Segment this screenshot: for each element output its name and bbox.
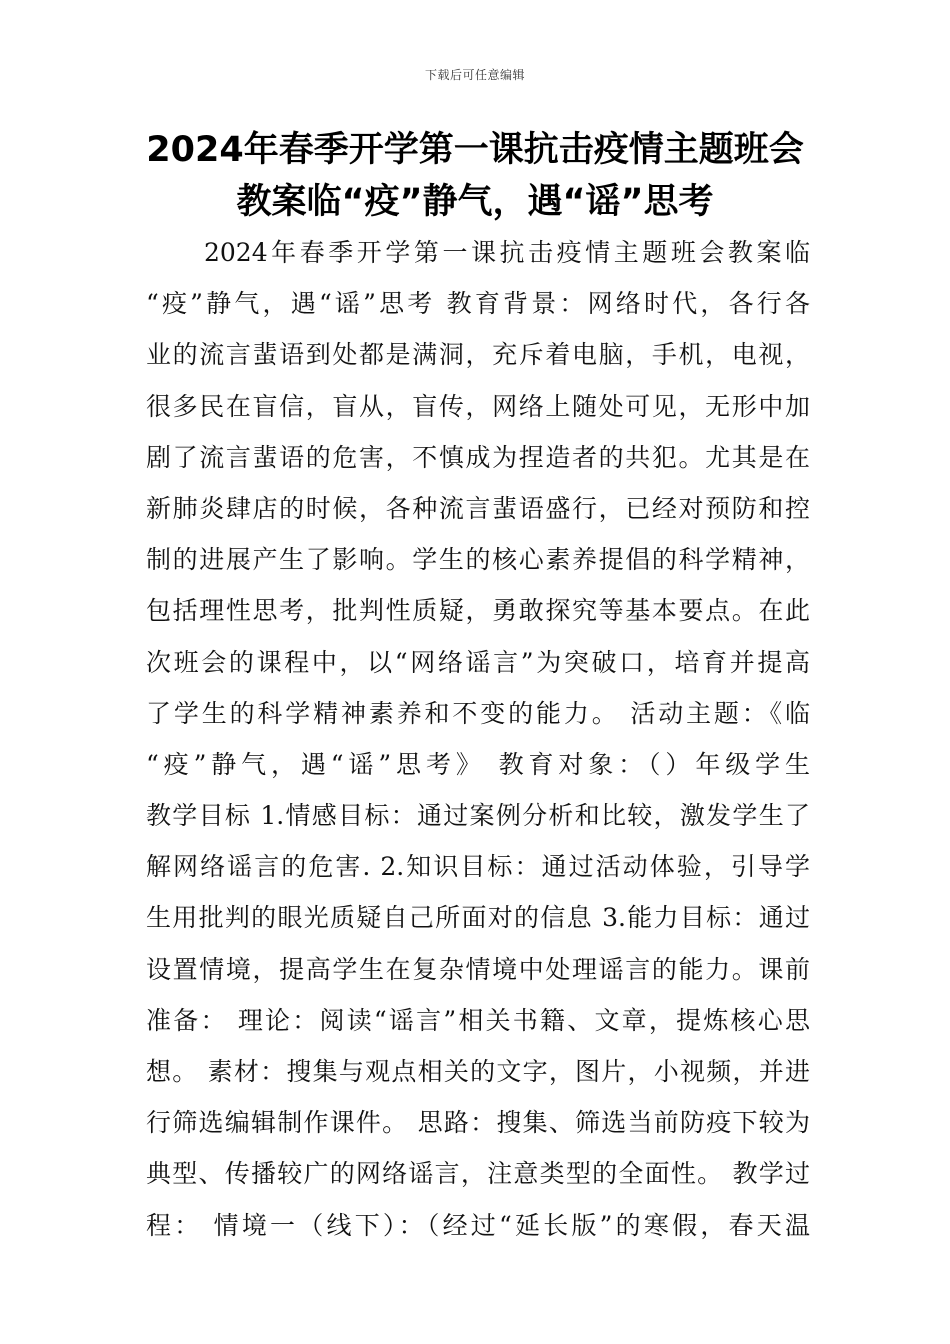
body-line: 剧了流言蜚语的危害，不慎成为捏造者的共犯。尤其是在: [146, 442, 810, 472]
body-line: 行筛选编辑制作课件。 思路：搜集、筛选当前防疫下较为: [146, 1108, 810, 1138]
body-line: 很多民在盲信，盲从，盲传，网络上随处可见，无形中加: [146, 391, 810, 421]
body-line: 生用批判的眼光质疑自己所面对的信息 3.能力目标：通过: [146, 903, 810, 933]
body-line: 业的流言蜚语到处都是满洞，充斥着电脑，手机，电视，: [146, 340, 810, 370]
body-line: “疫”静气，遇“谣”思考》 教育对象：（）年级学生: [146, 749, 810, 779]
header-note: 下载后可任意编辑: [424, 68, 525, 82]
title-line-1: 2024年春季开学第一课抗击疫情主题班会: [146, 130, 804, 170]
body-paragraph: [146, 227, 810, 1251]
body-line: 制的进展产生了影响。学生的核心素养提倡的科学精神，: [146, 545, 810, 575]
body-line: 包括理性思考，批判性质疑，勇敢探究等基本要点。在此: [146, 596, 810, 626]
body-line: 解网络谣言的危害. 2.知识目标：通过活动体验，引导学: [146, 852, 810, 882]
body-line: 新肺炎肆店的时候，各种流言蜚语盛行，已经对预防和控: [146, 493, 810, 523]
body-line: 典型、传播较广的网络谣言，注意类型的全面性。 教学过: [146, 1159, 810, 1189]
document-title: [120, 124, 830, 228]
body-line: 2024年春季开学第一课抗击疫情主题班会教案临: [204, 238, 810, 267]
body-line: 设置情境，提高学生在复杂情境中处理谣言的能力。课前: [146, 954, 810, 984]
title-line-2: 教案临“疫”静气，遇“谣”思考: [236, 182, 714, 222]
body-line: 想。 素材：搜集与观点相关的文字，图片，小视频，并进: [146, 1057, 810, 1086]
body-line: 了学生的科学精神素养和不变的能力。 活动主题：《临: [146, 698, 810, 728]
body-line: 准备： 理论：阅读“谣言”相关书籍、文章，提炼核心思: [146, 1005, 810, 1035]
body-line: 程： 情境一（线下）：（经过“延长版”的寒假，春天温: [146, 1210, 810, 1240]
body-line: 教学目标 1.情感目标：通过案例分析和比较，激发学生了: [146, 801, 810, 831]
body-line: 次班会的课程中，以“网络谣言”为突破口，培育并提高: [146, 647, 810, 677]
body-line: “疫”静气，遇“谣”思考 教育背景：网络时代，各行各: [146, 289, 810, 319]
